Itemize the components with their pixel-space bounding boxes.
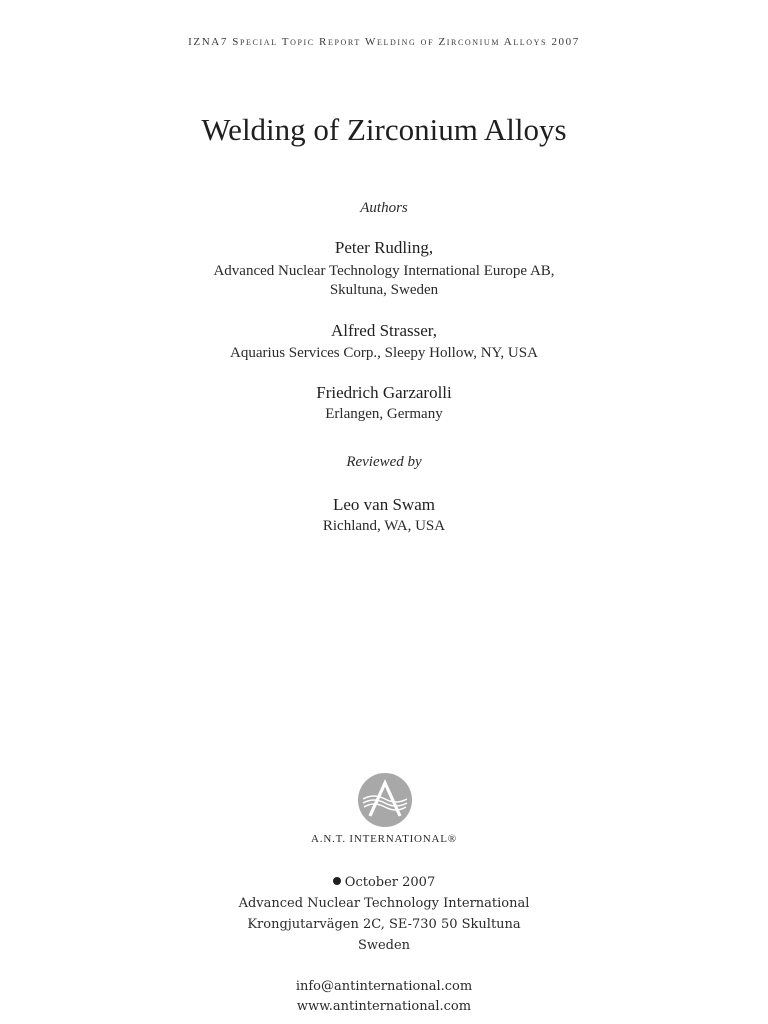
reviewer-affiliation: Richland, WA, USA <box>322 518 446 534</box>
author-affiliation: Aquarius Services Corp., Sleepy Hollow, NY, USA <box>230 345 538 361</box>
author-name: Peter Rudling, <box>334 238 434 257</box>
bullet-icon <box>333 877 341 885</box>
contact-email[interactable]: info@antinternational.com <box>295 979 473 994</box>
publisher-country: Sweden <box>357 938 411 953</box>
reviewed-by-label: Reviewed by <box>346 454 422 470</box>
author-name: Alfred Strasser, <box>330 321 437 340</box>
author-affiliation: Advanced Nuclear Technology International Europe AB, <box>213 263 555 279</box>
running-header: IZNA7 Special Topic Report Welding of Zirconium Alloys 2007 <box>188 36 580 48</box>
author-affiliation: Skultuna, Sweden <box>329 282 439 298</box>
company-logo-text: A.N.T. INTERNATIONAL® <box>311 833 457 845</box>
authors-label: Authors <box>360 200 408 216</box>
ant-international-logo-icon <box>357 772 413 828</box>
publication-date: October 2007 <box>0 872 768 893</box>
author-affiliation: Erlangen, Germany <box>325 406 443 422</box>
contact-website[interactable]: www.antinternational.com <box>296 999 472 1014</box>
reviewer-name: Leo van Swam <box>333 495 435 514</box>
document-title: Welding of Zirconium Alloys <box>201 112 567 147</box>
publisher-name: Advanced Nuclear Technology International <box>238 896 530 911</box>
author-name: Friedrich Garzarolli <box>316 383 452 402</box>
publisher-address: Krongjutarvägen 2C, SE-730 50 Skultuna <box>247 917 521 932</box>
